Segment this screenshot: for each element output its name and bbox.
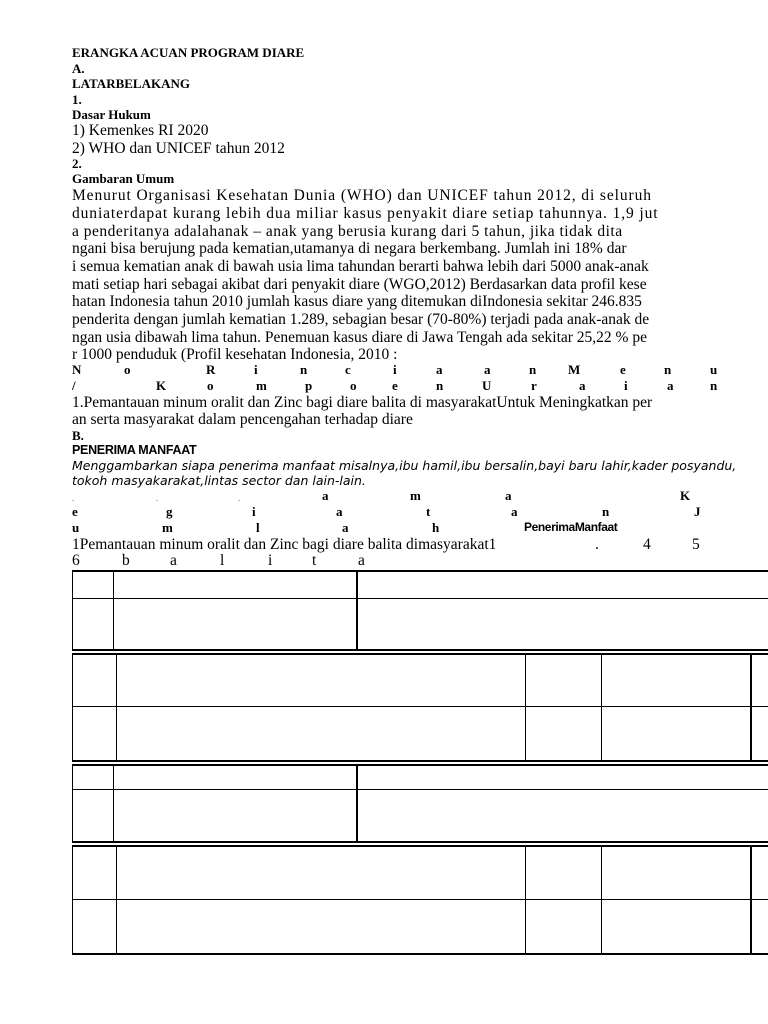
dot-mark: .	[238, 493, 241, 503]
section-a-letter: A.	[72, 61, 85, 76]
table-border	[72, 653, 73, 762]
table-border	[72, 653, 768, 655]
penerima-manfaat-label: PenerimaManfaat	[524, 520, 618, 534]
table-border	[72, 706, 768, 707]
table-border	[525, 845, 526, 955]
table-border	[601, 845, 602, 955]
table-border	[72, 845, 73, 955]
sub2-number: 2.	[72, 156, 82, 171]
table-border	[72, 764, 768, 766]
section-b-letter: B.	[72, 428, 84, 443]
table-border	[356, 764, 358, 843]
table-border	[72, 570, 73, 651]
penerima-desc-line-2: tokoh masyakarakat,lintas sector dan lain-lain.	[72, 473, 366, 488]
table-border	[750, 845, 752, 955]
table-row-text: 1Pemantauan minum oralit dan Zinc bagi diare balita dimasyarakat1 . 4 5	[72, 536, 700, 553]
body-line-2: duniaterdapat kurang lebih dua miliar kasus penyakit diare setiap tahunnya. 1,9 jut	[72, 205, 659, 222]
body-line-4: ngani bisa berujung pada kematian,utamanya di negara berkembang. Jumlah ini 18% dar	[72, 240, 627, 257]
sub2-heading: Gambaran Umum	[72, 171, 175, 186]
body-line-3: a penderitanya adalahanak – anak yang berusia kurang dari 5 tahun, jika tidak dita	[72, 223, 623, 240]
table-border	[72, 764, 73, 843]
table-border	[72, 841, 768, 843]
table-border	[116, 845, 117, 955]
dot-mark: .	[156, 493, 159, 503]
sub1-heading: Dasar Hukum	[72, 107, 151, 122]
table-border	[113, 570, 114, 651]
item1-line-1: 1.Pemantauan minum oralit dan Zinc bagi diare balita di masyarakatUntuk Meningkatkan per	[72, 394, 653, 411]
table-border	[72, 899, 768, 900]
penerima-desc-line-1: Menggambarkan siapa penerima manfaat misalnya,ibu hamil,ibu bersalin,bayi baru lahir,kader posyandu,	[72, 458, 737, 473]
table-border	[356, 570, 358, 651]
body-line-10: r 1000 penduduk (Profil kesehatan Indonesia, 2010 :	[72, 346, 398, 363]
table-border	[601, 653, 602, 762]
table-border	[72, 845, 768, 847]
table-border	[72, 789, 768, 790]
table-border	[525, 653, 526, 762]
dot-mark: .	[72, 493, 75, 503]
item1-line-2: an serta masyarakat dalam pencengahan terhadap diare	[72, 411, 413, 428]
body-line-7: hatan Indonesia tahun 2010 jumlah kasus diare yang ditemukan diIndonesia sekitar 246.835	[72, 293, 642, 310]
document-title: ERANGKA ACUAN PROGRAM DIARE	[72, 45, 305, 60]
body-line-1: Menurut Organisasi Kesehatan Dunia (WHO) dan UNICEF tahun 2012, di seluruh	[72, 187, 652, 204]
table-border	[72, 598, 768, 599]
section-a-heading: LATARBELAKANG	[72, 76, 190, 91]
table-border	[72, 649, 768, 651]
table-border	[72, 953, 768, 955]
body-line-8: penderita dengan jumlah kematian 1.289, sebagian besar (70-80%) terjadi pada anak-anak de	[72, 311, 650, 328]
body-line-5: i semua kematian anak di bawah usia lima tahundan berarti bahwa lebih dari 5000 anak-anak	[72, 258, 649, 275]
sub1-number: 1.	[72, 92, 82, 107]
table-border	[113, 764, 114, 843]
section-b-heading: PENERIMA MANFAAT	[72, 443, 197, 457]
table-border	[116, 653, 117, 762]
legal-item-2: 2) WHO dan UNICEF tahun 2012	[72, 140, 285, 157]
legal-item-1: 1) Kemenkes RI 2020	[72, 122, 209, 139]
table-border	[72, 760, 768, 762]
table-border	[750, 653, 752, 762]
table-border	[72, 570, 768, 572]
body-line-9: ngan usia dibawah lima tahun. Penemuan kasus diare di Jawa Tengah ada sekitar 25,22 % pe	[72, 329, 647, 346]
body-line-6: mati setiap hari sebagai akibat dari penyakit diare (WGO,2012) Berdasarkan data profil kese	[72, 276, 647, 293]
